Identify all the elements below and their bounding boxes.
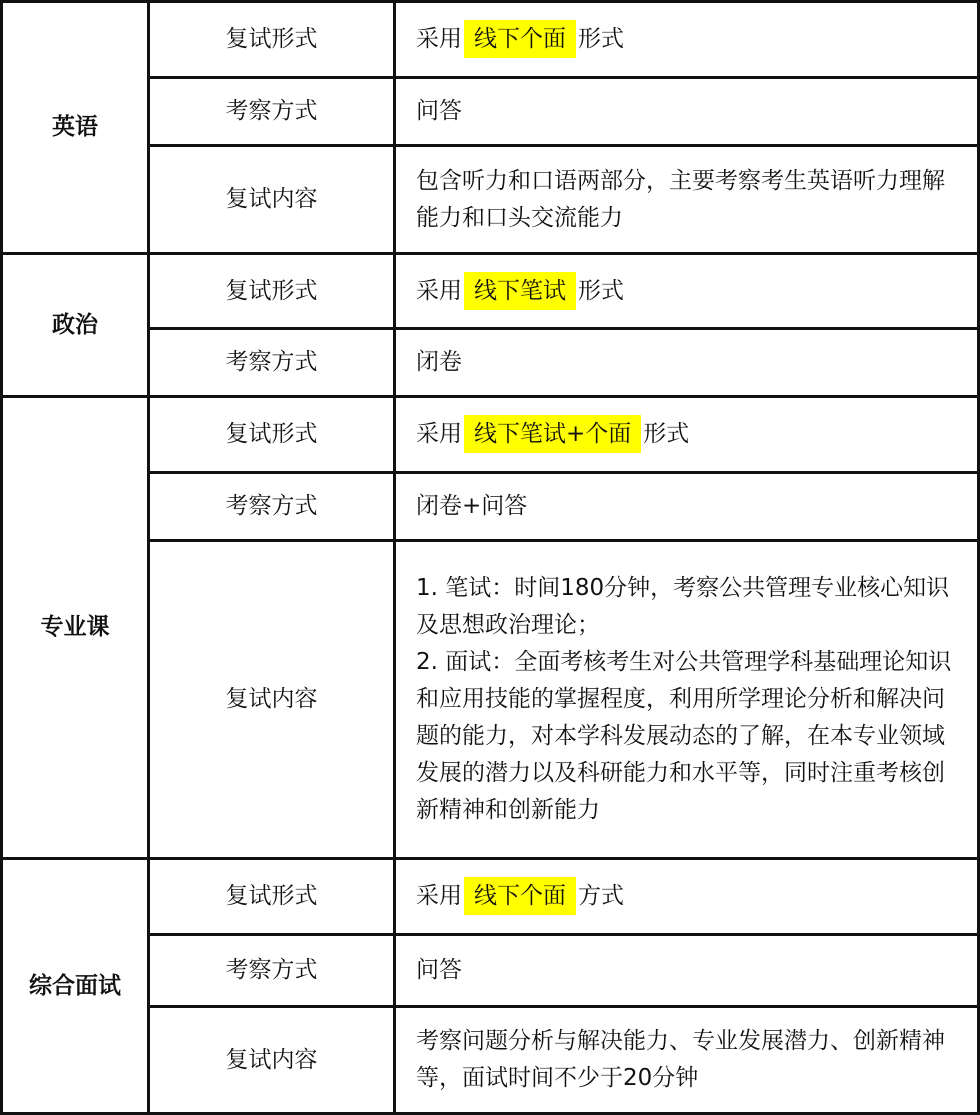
category-major: 专业课 — [2, 397, 149, 859]
suffix: 方式 — [578, 883, 624, 909]
highlight: 线下个面 — [464, 20, 576, 58]
row-value — [395, 254, 979, 329]
row-label: 复试形式 — [149, 2, 395, 78]
row-value — [395, 541, 979, 859]
row-label: 复试形式 — [149, 859, 395, 935]
row-label: 考察方式 — [149, 935, 395, 1007]
highlight: 线下笔试 — [464, 272, 576, 310]
prefix: 采用 — [416, 26, 462, 52]
row-label: 复试内容 — [149, 146, 395, 254]
row-label: 考察方式 — [149, 329, 395, 397]
line-interview: 2. 面试：全面考核考生对公共管理学科基础理论知识和应用技能的掌握程度，利用所学理论分析和解决问题的能力，对本学科发展动态的了解，在本专业领域发展的潜力以及科研能力和水平等，同时注重考核创新精神和创新能力 — [416, 649, 952, 823]
suffix: 形式 — [578, 277, 624, 304]
row-label: 考察方式 — [149, 473, 395, 541]
line-written: 1. 笔试：时间180分钟，考察公共管理专业核心知识及思想政治理论； — [416, 575, 950, 638]
prefix: 采用 — [416, 883, 462, 909]
row-label: 考察方式 — [149, 78, 395, 146]
row-label: 复试内容 — [149, 541, 395, 859]
category-comprehensive: 综合面试 — [2, 859, 149, 1114]
category-english: 英语 — [2, 2, 149, 254]
highlight: 线下笔试+个面 — [464, 415, 641, 453]
suffix: 形式 — [643, 421, 690, 447]
row-label: 复试形式 — [149, 254, 395, 329]
row-value: 问答 — [395, 78, 979, 146]
row-value: 问答 — [395, 935, 979, 1007]
category-politics: 政治 — [2, 254, 149, 397]
row-value: 考察问题分析与解决能力、专业发展潜力、创新精神等，面试时间不少于20分钟 — [395, 1007, 979, 1114]
row-label: 复试形式 — [149, 397, 395, 473]
row-label: 复试内容 — [149, 1007, 395, 1114]
row-value: 闭卷+问答 — [395, 473, 979, 541]
prefix: 采用 — [416, 421, 462, 447]
row-value — [395, 859, 979, 935]
row-value: 闭卷 — [395, 329, 979, 397]
highlight: 线下个面 — [464, 877, 576, 915]
prefix: 采用 — [416, 277, 462, 304]
suffix: 形式 — [578, 26, 624, 52]
row-value — [395, 2, 979, 78]
row-value — [395, 397, 979, 473]
row-value: 包含听力和口语两部分，主要考察考生英语听力理解能力和口头交流能力 — [395, 146, 979, 254]
